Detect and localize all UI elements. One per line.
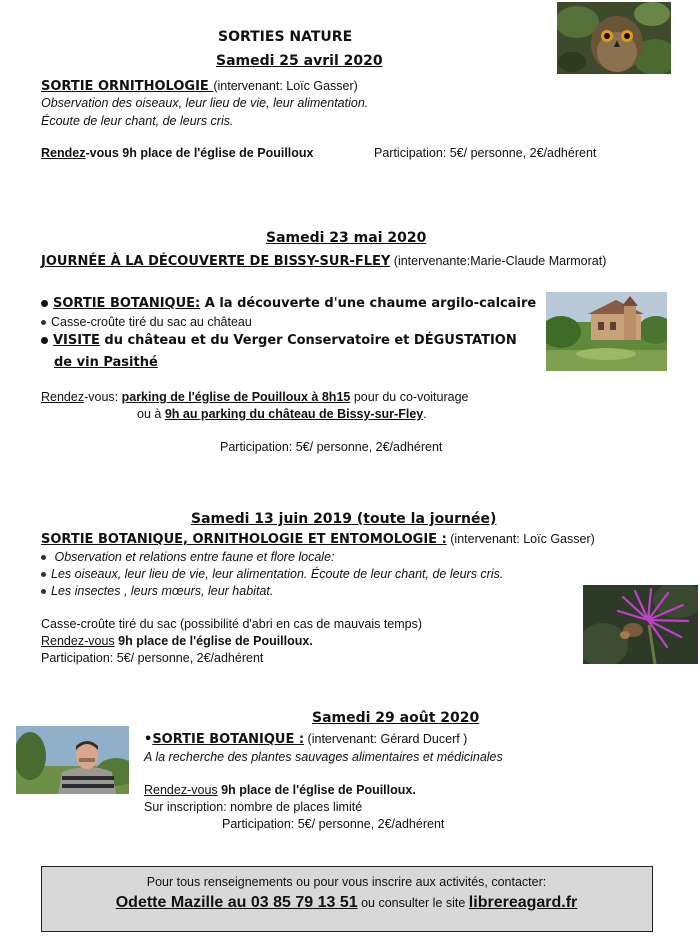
section1-heading-line	[41, 79, 358, 94]
section4-rdv	[144, 783, 416, 797]
portrait-photo	[16, 726, 129, 794]
page-title: SORTIES NATURE	[218, 29, 353, 45]
section3-rdv	[41, 634, 313, 648]
section4-participation: Participation: 5€/ personne, 2€/adhérent	[222, 817, 445, 831]
section4-line1: A la recherche des plantes sauvages alimentaires et médicinales	[144, 750, 503, 764]
section2-rdv-place: parking de l'église de Pouilloux à 8h15	[121, 390, 351, 404]
section2-speaker: (intervenante:Marie-Claude Marmorat)	[390, 254, 607, 268]
bullet-icon	[41, 320, 46, 325]
section2-rdv-label: Rendez	[41, 390, 85, 404]
section3-item-2	[41, 567, 503, 581]
contact-name-phone: Odette Mazille au 03 85 79 13 51	[115, 894, 358, 911]
section3-item-text: Les oiseaux, leur lieu de vie, leur alimentation. Écoute de leur chant, de leurs cris.	[51, 567, 504, 581]
section2-rdv2-tail: .	[423, 407, 427, 421]
owl-photo	[557, 2, 671, 74]
section1-line2: Écoute de leur chant, de leurs cris.	[41, 114, 234, 128]
section1-speaker: (intervenant: Loïc Gasser)	[213, 79, 358, 93]
section2-rdv	[41, 390, 469, 404]
bullet-icon	[41, 555, 46, 560]
section1-heading: SORTIE ORNITHOLOGIE	[41, 79, 214, 94]
section3-casse: Casse-croûte tiré du sac (possibilité d'abri en cas de mauvais temps)	[41, 617, 423, 631]
section3-speaker: (intervenant: Loïc Gasser)	[446, 532, 595, 546]
chateau-photo	[546, 292, 667, 371]
section4-date: Samedi 29 août 2020	[312, 710, 480, 726]
section2-heading: JOURNÉE À LA DÉCOUVERTE DE BISSY-SUR-FLEY	[41, 254, 391, 269]
section4-rdv-place: 9h place de l'église de Pouilloux.	[217, 783, 416, 797]
section2-rdv2-place: 9h au parking du château de Bissy-sur-Fley	[164, 407, 424, 421]
section1-rdv-label: Rendez	[41, 146, 86, 160]
section2-bullet3-line2: de vin Pasithé	[54, 355, 158, 370]
bullet-icon	[41, 300, 48, 307]
section4-inscription: Sur inscription: nombre de places limité	[144, 800, 363, 814]
contact-line	[42, 894, 651, 912]
contact-box	[41, 866, 653, 932]
section1-line1: Observation des oiseaux, leur lieu de vie, leur alimentation.	[41, 96, 369, 110]
section4-heading-line	[144, 732, 467, 747]
section2-bullet1-text: A la découverte d'une chaume argilo-calcaire	[200, 296, 537, 311]
section2-rdv2-pre: ou à	[137, 407, 165, 421]
bullet-icon	[41, 572, 46, 577]
section2-heading-line	[41, 254, 606, 269]
bullet-icon	[41, 589, 46, 594]
section3-item-1	[41, 550, 335, 564]
section3-heading: SORTIE BOTANIQUE, ORNITHOLOGIE ET ENTOMOLOGIE :	[41, 532, 447, 547]
section2-rdv2	[137, 407, 427, 421]
section3-item-3	[41, 584, 273, 598]
section1-rdv-place: -vous 9h place de l'église de Pouilloux	[85, 146, 314, 160]
section3-date: Samedi 13 juin 2019 (toute la journée)	[191, 511, 497, 527]
section4-rdv-label: Rendez-vous	[144, 783, 218, 797]
contact-mid: ou consulter le site	[357, 896, 469, 910]
section2-participation: Participation: 5€/ personne, 2€/adhérent	[220, 440, 443, 454]
section2-date: Samedi 23 mai 2020	[266, 230, 427, 246]
section2-bullet2	[41, 315, 252, 329]
bullet-icon: •	[144, 732, 153, 747]
section3-item-text: Les insectes , leurs mœurs, leur habitat.	[51, 584, 274, 598]
section4-heading: SORTIE BOTANIQUE :	[152, 732, 305, 747]
section2-bullet3-label: VISITE	[53, 333, 100, 348]
section2-bullet1	[41, 296, 536, 311]
section2-bullet3-text: du château et du Verger Conservatoire et DÉGUSTATION	[99, 333, 517, 348]
section1-date: Samedi 25 avril 2020	[216, 53, 383, 69]
section3-participation: Participation: 5€/ personne, 2€/adhérent	[41, 651, 264, 665]
section3-rdv-label: Rendez-vous	[41, 634, 115, 648]
section2-bullet2-text: Casse-croûte tiré du sac au château	[51, 315, 252, 329]
website-link[interactable]: librereagard.fr	[468, 894, 578, 911]
section2-rdv-sep: -vous:	[84, 390, 122, 404]
section4-speaker: (intervenant: Gérard Ducerf )	[304, 732, 468, 746]
section1-participation: Participation: 5€/ personne, 2€/adhérent	[374, 146, 597, 160]
contact-intro: Pour tous renseignements ou pour vous inscrire aux activités, contacter:	[146, 875, 547, 889]
bullet-icon	[41, 337, 48, 344]
section3-heading-line	[41, 532, 595, 547]
section3-item-text: Observation et relations entre faune et flore locale:	[51, 550, 335, 564]
section2-rdv-tail: pour du co-voiturage	[350, 390, 469, 404]
section3-rdv-place: 9h place de l'église de Pouilloux.	[114, 634, 313, 648]
section2-bullet1-label: SORTIE BOTANIQUE:	[53, 296, 201, 311]
section1-rdv	[41, 146, 314, 160]
insect-on-flower-photo	[583, 585, 698, 664]
section2-bullet3	[41, 333, 517, 348]
